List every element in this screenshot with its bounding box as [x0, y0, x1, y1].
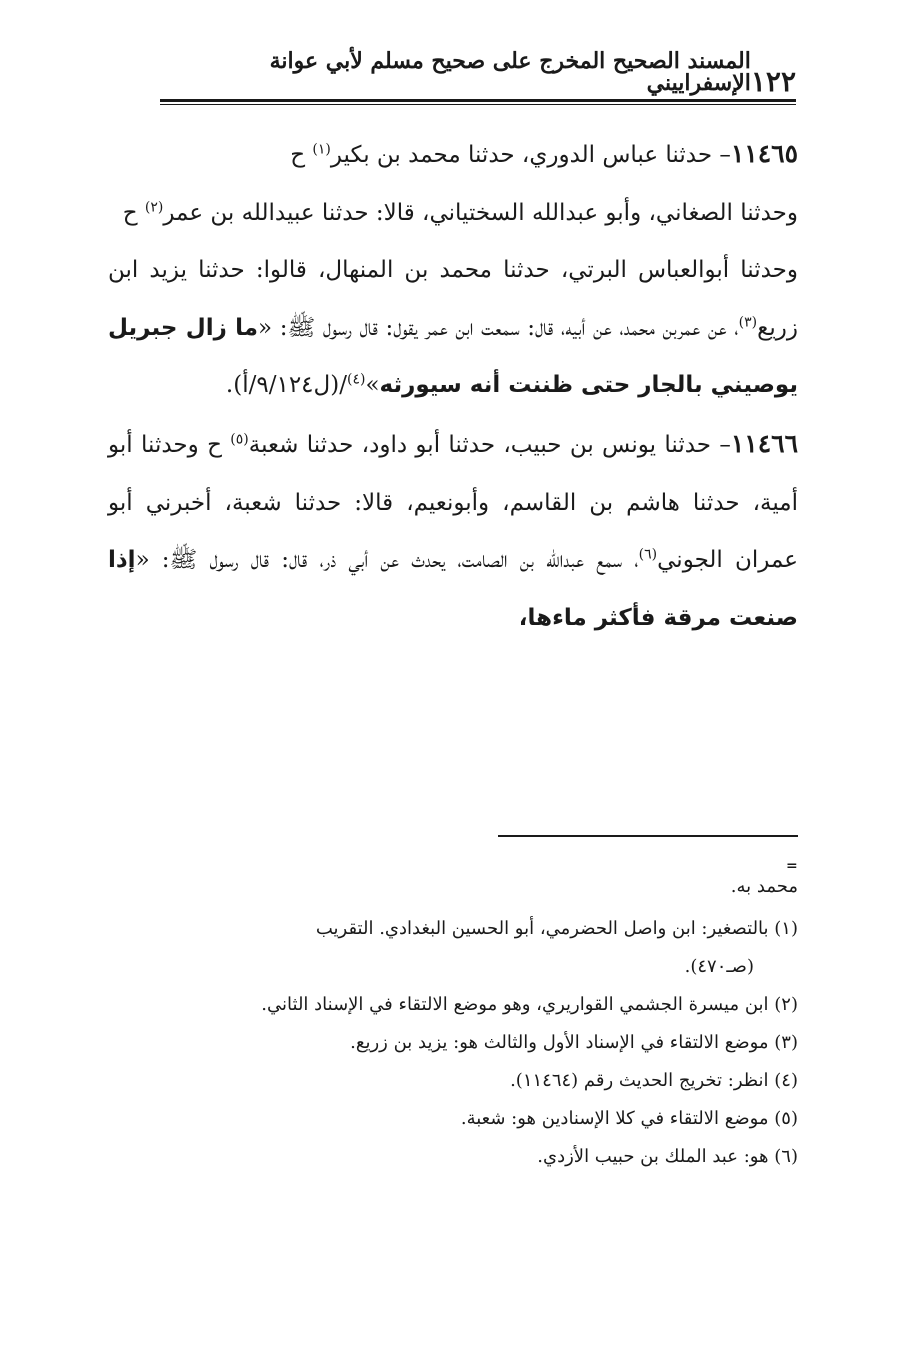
page-header	[160, 48, 796, 98]
footnotes	[108, 868, 798, 1176]
footnote-continuation: محمد به.	[730, 876, 798, 897]
footnote-ref: (٣)	[738, 314, 758, 331]
footnote-3: (٣) موضع الالتقاء في الإسناد الأول والثالث هو: يزيد بن زريع.	[350, 1032, 798, 1053]
hadith-11465	[108, 125, 798, 185]
isnad-paragraph	[108, 185, 798, 243]
footnote-ref: (٢)	[144, 198, 164, 215]
footnote-ref: (٥)	[230, 431, 249, 448]
page-number: ١٢٢	[750, 65, 796, 98]
isnad-line: وحدثنا أبوالعباس البرتي، حدثنا محمد بن المنهال، قالوا: حدثنا يزيد ابن زريع	[108, 257, 798, 341]
footnote-ref: (٦)	[638, 546, 658, 563]
hadith-matn: إذا صنعت مرقة فأكثر ماءها،	[108, 547, 798, 631]
footnote-4: (٤) انظر: تخريج الحديث رقم (١١٤٦٤).	[510, 1070, 798, 1091]
footnote-2: (٢) ابن ميسرة الجشمي القواريري، وهو موضع الالتقاء في الإسناد الثاني.	[261, 994, 798, 1015]
footnote-ref: (٤)	[346, 371, 366, 388]
tahwil-mark: ح	[290, 142, 313, 168]
main-text	[108, 125, 798, 647]
hadith-11466	[108, 415, 798, 647]
isnad-paragraph	[108, 242, 798, 415]
header-rule	[160, 99, 796, 102]
hadith-number: ١١٤٦٥	[730, 139, 798, 168]
hadith-matn: ما زال جبريل يوصيني بالجار حتى ظننت أنه سيورثه	[108, 314, 798, 399]
tahwil-mark: ح	[122, 199, 145, 226]
header-rule-thin	[160, 104, 796, 105]
running-title: المسند الصحيح المخرج على صحيح مسلم لأبي عوانة الإسفراييني	[269, 48, 751, 96]
closing-quote: »	[365, 372, 380, 399]
isnad-line: – حدثنا يونس بن حبيب، حدثنا أبو داود، حدثنا شعبة	[248, 431, 731, 458]
hadith-number: ١١٤٦٦	[730, 428, 798, 458]
footnote-ref: (١)	[312, 141, 331, 158]
footnote-continuation-mark: =	[786, 858, 798, 874]
isnad-line: ، سمع عبدالله بن الصامت، يحدث عن أبي ذر، قال: قال رسول ﷺ: «	[135, 547, 639, 574]
isnad-line: ح وحدثنا أبو أمية، حدثنا هاشم بن القاسم، وأبونعيم، قالا: حدثنا شعبة، أخبرني أبو عمران الجوني	[108, 431, 798, 574]
footnote-5: (٥) موضع الالتقاء في كلا الإسنادين هو: شعبة.	[460, 1108, 798, 1129]
footnote-1: (١) بالتصغير: ابن واصل الحضرمي، أبو الحسين البغدادي. التقريب	[315, 918, 798, 939]
footnote-1-continued: (صـ٤٧٠).	[684, 956, 754, 977]
footnote-6: (٦) هو: عبد الملك بن حبيب الأزدي.	[537, 1146, 798, 1167]
manuscript-ref: /(ل٩/١٢٤/أ).	[225, 372, 347, 399]
isnad-line: وحدثنا الصغاني، وأبو عبدالله السختياني، قالا: حدثنا عبيدالله بن عمر	[163, 199, 798, 226]
footnote-separator	[498, 835, 798, 837]
isnad-line: ، عن عمربن محمد، عن أبيه، قال: سمعت ابن عمر يقول: قال رسول ﷺ: «	[258, 314, 739, 341]
isnad-line: – حدثنا عباس الدوري، حدثنا محمد بن بكير	[330, 142, 731, 168]
